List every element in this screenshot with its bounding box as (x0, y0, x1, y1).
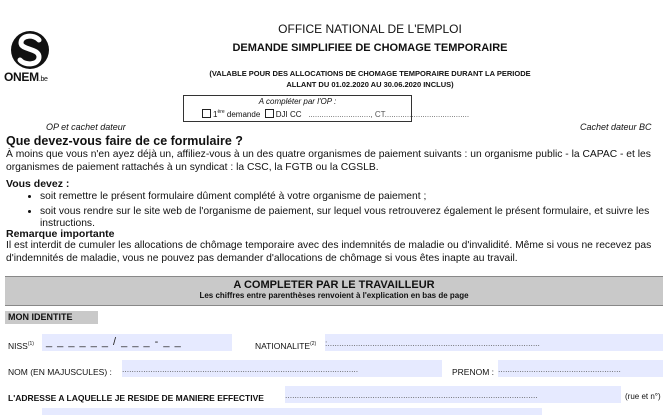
niss-label: NISS (8, 341, 28, 351)
intro-question: Que devez-vous faire de ce formulaire ? (6, 134, 243, 148)
validity-line-2: ALLANT DU 01.02.2020 AU 30.06.2020 INCLUS) (286, 80, 454, 89)
form-title: DEMANDE SIMPLIFIEE DE CHOMAGE TEMPORAIRE (232, 42, 508, 54)
bc-stamp-label: Cachet dateur BC (580, 122, 652, 132)
address-suffix: (rue et n°) (625, 392, 661, 401)
nationality-note: (2) (310, 341, 317, 347)
brand-name: ONEM (4, 70, 39, 84)
onem-logo (4, 30, 56, 74)
list-item: • soit vous rendre sur le site web de l'organisme de paiement, sur lequel vous retrouverez également le présent formulaire, et suivre les instructions. (40, 206, 670, 231)
dji-checkbox[interactable] (265, 109, 274, 118)
op-stamp-label: OP et cachet dateur (46, 122, 126, 132)
brand-suffix: .be (38, 76, 48, 83)
niss-note: (1) (27, 341, 34, 347)
worker-title: A COMPLETER PAR LE TRAVAILLEUR (233, 279, 435, 291)
intro-paragraph: À moins que vous n'en ayez déjà un, affiliez-vous à un des quatre organismes de paiement suivants : un organisme public - la CAPAC - et les organismes de paiement rattachés à un syndicat : la CSC, la FGTB ou la CGSLB. (6, 149, 651, 173)
first-request-pre: 1 (213, 110, 218, 119)
first-request-label: demande (224, 110, 261, 119)
must-title: Vous devez : (6, 178, 70, 190)
validity-note (150, 68, 590, 90)
niss-input[interactable]: _ _ _ _ _ _ / _ _ _ - _ _ (42, 334, 232, 351)
remark-title: Remarque importante (6, 228, 115, 240)
office-name: OFFICE NATIONAL DE L'EMPLOI (278, 22, 462, 36)
nationality-input[interactable]: :.......................................................................................... (325, 334, 663, 351)
address-line-2-input[interactable] (42, 408, 542, 415)
firstname-input[interactable]: .................................................... (498, 360, 663, 377)
nationality-label-wrap (255, 341, 316, 351)
worker-subtitle: Les chiffres entre parenthèses renvoient à l'explication en bas de page (199, 291, 469, 300)
op-box-heading: A compléter par l'OP : (258, 97, 337, 106)
name-input[interactable]: .................................................................................................... (122, 360, 442, 377)
ct-label: , CT...................................... (370, 110, 470, 119)
worker-section-bar (5, 276, 663, 306)
name-label: NOM (EN MAJUSCULES) : (8, 367, 112, 377)
niss-label-wrap (8, 341, 34, 351)
validity-line-1: (VALABLE POUR DES ALLOCATIONS DE CHOMAGE TEMPORAIRE DURANT LA PERIODE (209, 69, 531, 78)
first-request-sup: ère (217, 109, 225, 115)
op-box-options (202, 109, 469, 119)
nationality-label: NATIONALITE (255, 341, 311, 351)
first-request-checkbox[interactable] (202, 109, 211, 118)
onem-brand (4, 70, 48, 84)
list-item: • soit remettre le présent formulaire dûment complété à votre organisme de paiement ; (40, 191, 670, 204)
dji-dots: ............................ (308, 110, 371, 119)
remark-text: Il est interdit de cumuler les allocations de chômage temporaire avec des indemnités de maladie ou d'invalidité. Même si vous ne recevez pas d'indemnités de maladie, vous ne pouvez pas demander d'allocations de chômage si vous êtes inapte au travail. (6, 240, 652, 264)
identity-section-label: MON IDENTITE (5, 311, 98, 324)
address-label: L'ADRESSE A LAQUELLE JE RESIDE DE MANIERE EFFECTIVE (8, 393, 264, 403)
op-box (183, 95, 470, 122)
dji-label: DJI CC (275, 110, 302, 119)
address-input[interactable]: ........................................................................................................... (285, 386, 621, 403)
firstname-label: PRENOM : (452, 367, 495, 377)
must-list (20, 191, 670, 233)
